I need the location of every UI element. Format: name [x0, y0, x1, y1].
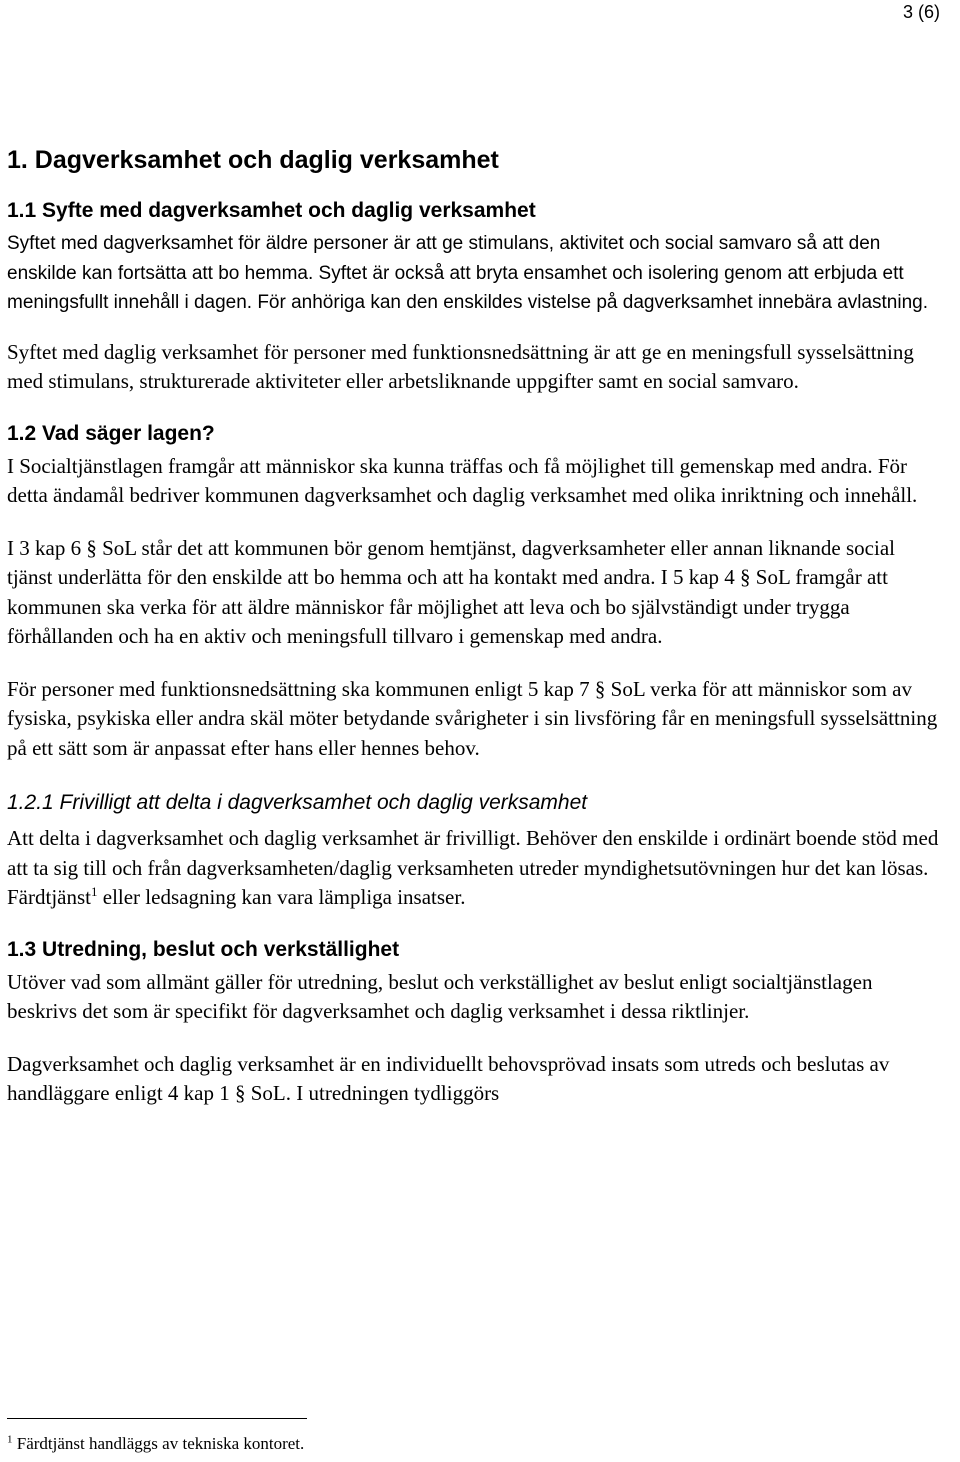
section-1-2-1-heading: 1.2.1 Frivilligt att delta i dagverksamhet och daglig verksamhet — [7, 791, 588, 814]
footnote-marker: 1 — [7, 1433, 13, 1446]
section-1-2-paragraph-1: I Socialtjänstlagen framgår att människor ska kunna träffas och få möjlighet till gemenskap med andra. För detta ändamål bedriver kommunen dagverksamhet och daglig verksamhet med olika inriktning och innehåll. — [7, 453, 918, 507]
page-number: 3 (6) — [902, 2, 940, 22]
section-1-2-paragraph-3: För personer med funktionsnedsättning ska kommunen enligt 5 kap 7 § SoL verka för att människor som av fysiska, psykiska eller andra skäl möter betydande svårigheter i sin livsföring får en meningsfull sysselsättning på ett sätt som är anpassat efter hans eller hennes behov. — [7, 676, 938, 760]
section-1-2-1-paragraph — [7, 824, 942, 913]
document-body — [7, 140, 942, 1132]
section-1-2-heading: 1.2 Vad säger lagen? — [7, 421, 215, 445]
section-1-1-heading: 1.1 Syfte med dagverksamhet och daglig verksamhet — [7, 199, 536, 222]
section-1-1-paragraph-2: Syftet med daglig verksamhet för personer med funktionsnedsättning är att ge en meningsfull sysselsättning med stimulans, strukturerade aktiviteter eller arbetsliknande uppgifter samt en social samvaro. — [7, 339, 914, 393]
footnote — [7, 1434, 304, 1454]
footnote-reference: 1 — [91, 884, 98, 899]
section-1-2-paragraph-2: I 3 kap 6 § SoL står det att kommunen bör genom hemtjänst, dagverksamheter eller annan liknande social tjänst underlätta för den enskilde att bo hemma och att ha kontakt med andra. I 5 kap 4 § SoL framgår att kommunen ska verka för att äldre människor får möjlighet att leva och bo självständigt under trygga förhållanden och ha en aktiv och meningsfull tillvaro i gemenskap med andra. — [7, 535, 895, 648]
paragraph-text-continued: eller ledsagning kan vara lämpliga insatser. — [97, 885, 466, 909]
section-1-3-paragraph-1: Utöver vad som allmänt gäller för utredning, beslut och verkställighet av beslut enligt socialtjänstlagen beskrivs det som är specifikt för dagverksamhet och daglig verksamhet i dessa riktlinjer. — [7, 969, 873, 1023]
footnote-text: Färdtjänst handläggs av tekniska kontoret. — [12, 1434, 305, 1453]
chapter-heading: 1. Dagverksamhet och daglig verksamhet — [7, 146, 499, 174]
section-1-3-paragraph-2: Dagverksamhet och daglig verksamhet är en individuellt behovsprövad insats som utreds och beslutas av handläggare enligt 4 kap 1 § SoL. I utredningen tydliggörs — [7, 1051, 890, 1105]
section-1-1-paragraph-1: Syftet med dagverksamhet för äldre personer är att ge stimulans, aktivitet och social samvaro så att den enskilde kan fortsätta att bo hemma. Syftet är också att bryta ensamhet och isolering genom att erbjuda ett meningsfullt innehåll i dagen. För anhöriga kan den enskildes vistelse på dagverksamhet innebära avlastning. — [7, 233, 929, 313]
section-1-3-heading: 1.3 Utredning, beslut och verkställighet — [7, 937, 400, 961]
footnote-separator — [7, 1418, 307, 1419]
paragraph-text: Att delta i dagverksamhet och daglig verksamhet är frivilligt. Behöver den enskilde i ordinärt boende stöd med att ta sig till och från dagverksamheten/daglig verksamheten utreder myndighetsutövningen hur det kan lösas. Färdtjänst — [7, 826, 939, 909]
